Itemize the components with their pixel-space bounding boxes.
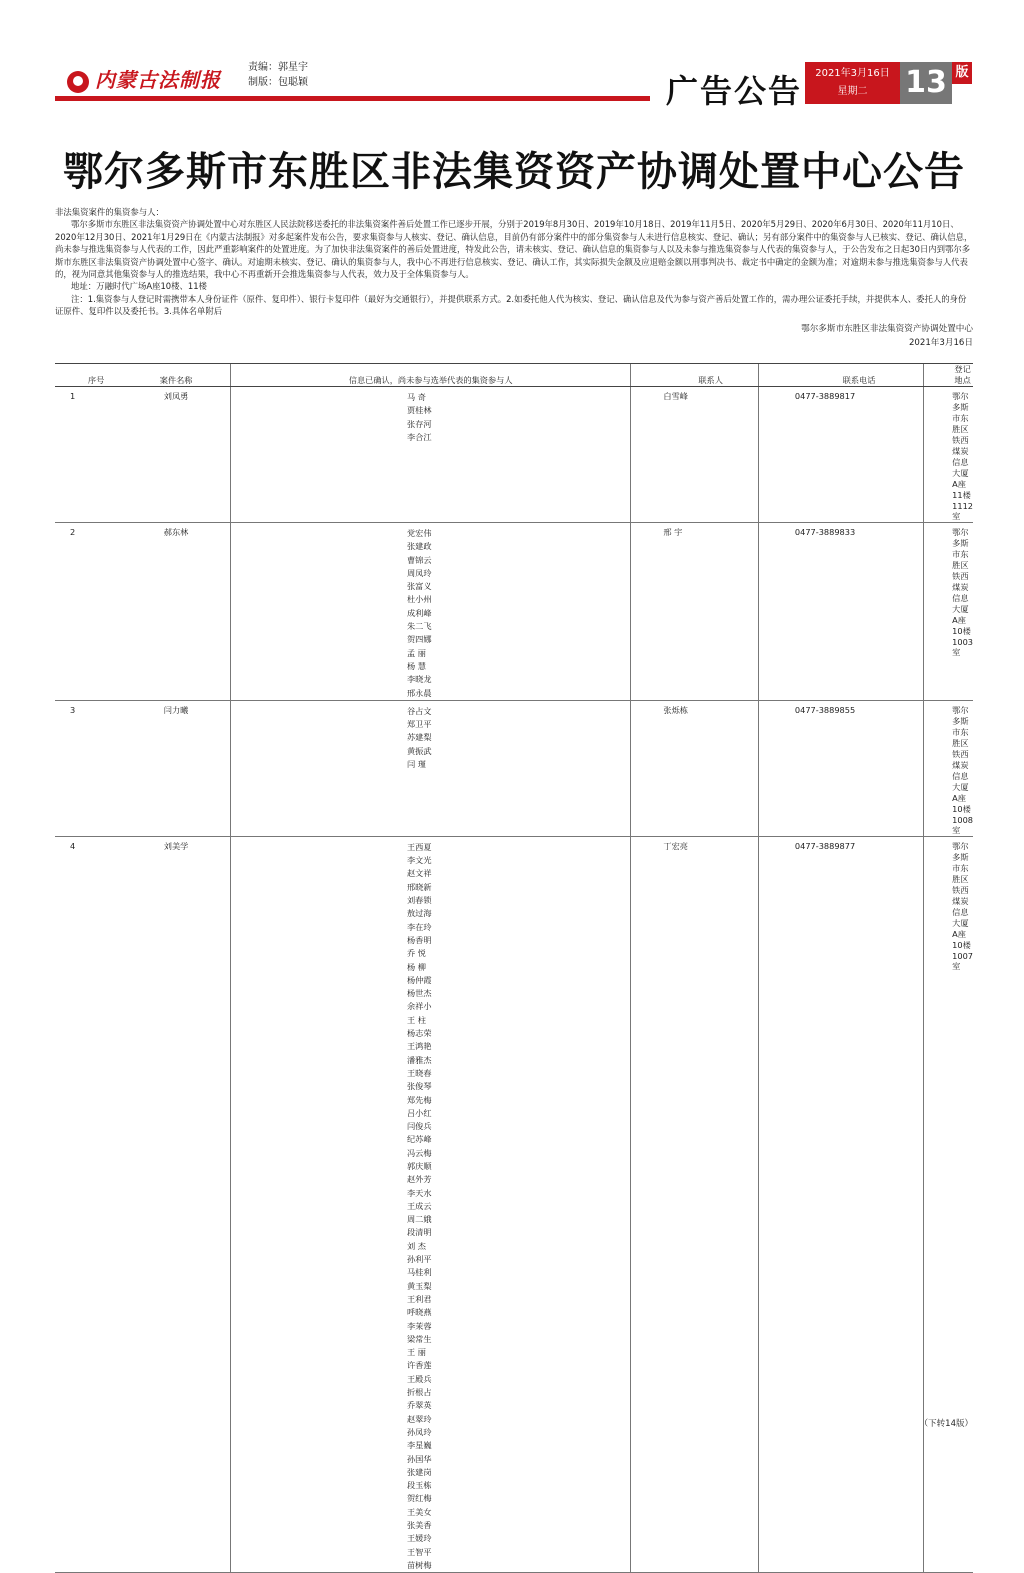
table-row — [55, 523, 973, 701]
cell-people — [230, 836, 630, 1572]
participant-name: 潘雅杰 — [406, 1054, 432, 1065]
participant-name: 贾桂林 — [406, 405, 432, 416]
cell-no: 3 — [55, 700, 122, 836]
participant-name: 张建政 — [406, 541, 432, 552]
participant-name: 邢永晨 — [406, 687, 432, 698]
participant-name: 李在玲 — [406, 921, 432, 932]
cell-phone: 0477-3889877 — [758, 836, 923, 1572]
participant-name: 曹锦云 — [406, 554, 432, 565]
cell-phone: 0477-3889817 — [758, 387, 923, 523]
participant-name: 王 丽 — [406, 1347, 426, 1358]
participant-name: 李合江 — [406, 431, 432, 442]
participant-name: 段玉栋 — [406, 1480, 432, 1491]
participant-name: 杨志荣 — [406, 1028, 432, 1039]
participant-name: 张富义 — [406, 581, 432, 592]
notice-paragraph: 鄂尔多斯市东胜区非法集资资产协调处置中心对东胜区人民法院移送委托的非法集资案件善后处置工作已逐步开展，分别于2019年8月30日、2019年10月18日、2019年11月5日、2020年5月29日、2020年6月30日、2020年11月10日、2020年12月30日、2021年1月29日在《内蒙古法制报》对多起案件发布公告，要求集资参与人核实、登记、确认信息，目前仍有部分案件中的部分集资参与人未进行信息核实、登记、确认；另有部分案件中的集资参与人已核实、登记、确认信息，尚未参与推选集资参与人代表的工作，因此严重影响案件的处置进度。为了加快非法集资案件的善后处置进度，特发此公告，请未核实、登记、确认信息的集资参与人以及未参与推选集资参与人代表的集资参与人，于公告发布之日起30日内到鄂尔多斯市东胜区非法集资资产协调处置中心签字、确认。对逾期未核实、登记、确认的集资参与人，我中心不再进行信息核实、登记、确认工作，其实际损失金额及应退赔金额以刑事判决书、裁定书中确定的金额为准；对逾期未参与推选集资参与人代表的，视为同意其他集资参与人的推选结果，我中心不再重新开会推选集资参与人代表，效力及于全体集资参与人。 — [55, 219, 973, 280]
cell-contact: 丁宏亮 — [631, 836, 759, 1572]
table-row — [55, 836, 973, 1572]
notice-note: 注：1.集资参与人登记时需携带本人身份证件（原件、复印件）、银行卡复印件（最好为交通银行），并提供联系方式。2.如委托他人代为核实、登记、确认信息及代为参与资产善后处置工作的，需办理公证委托手续，并提供本人、委托人的身份证原件、复印件以及委托书。3.具体名单附后 — [55, 293, 967, 317]
issue-weekday: 星期二 — [837, 86, 868, 97]
logo-text: 内蒙古法制报 — [95, 68, 221, 92]
participant-name: 乔 悦 — [406, 948, 426, 959]
masthead — [55, 58, 973, 110]
participant-name: 杜小州 — [406, 594, 432, 605]
cell-people — [230, 523, 630, 701]
participant-name: 郭庆顺 — [406, 1160, 432, 1171]
date-box — [805, 62, 900, 104]
cell-place: 鄂尔多斯市东胜区铁西煤炭信息大厦A座10楼1008室 — [924, 700, 973, 836]
participant-name: 杨香明 — [406, 934, 432, 945]
participant-name: 王 柱 — [406, 1014, 426, 1025]
participant-name: 李晓龙 — [406, 674, 432, 685]
signature-date: 2021年3月16日 — [908, 338, 973, 348]
participant-name: 郑先梅 — [406, 1094, 432, 1105]
participant-name: 杨仲霞 — [406, 974, 432, 985]
header-phone: 联系电话 — [758, 364, 923, 387]
participant-name: 朱二飞 — [406, 621, 432, 632]
participant-name: 张存河 — [406, 418, 432, 429]
participant-name: 王鸿艳 — [406, 1041, 432, 1052]
cell-phone: 0477-3889855 — [758, 700, 923, 836]
participant-name: 赵外芳 — [406, 1174, 432, 1185]
participant-name: 成利峰 — [406, 607, 432, 618]
participant-name: 黄玉梨 — [406, 1280, 432, 1291]
participant-name: 孙国华 — [406, 1453, 432, 1464]
cell-contact: 张烁栋 — [631, 700, 759, 836]
table-header-row — [55, 364, 973, 387]
participant-name: 段清明 — [406, 1227, 432, 1238]
participant-name: 许香莲 — [406, 1360, 432, 1371]
participant-name: 王成云 — [406, 1200, 432, 1211]
participant-name: 余祥小 — [406, 1001, 432, 1012]
section-title: 广告公告 — [666, 72, 803, 110]
participant-name: 周二娥 — [406, 1214, 432, 1225]
participant-name: 马 奇 — [406, 392, 426, 402]
participant-name: 吕小红 — [406, 1107, 432, 1118]
participant-name: 党宏伟 — [406, 528, 432, 538]
participant-name: 刘春锁 — [406, 895, 432, 906]
table-row — [55, 700, 973, 836]
participant-name: 苏建梨 — [406, 732, 432, 743]
participant-name: 乔翠英 — [406, 1400, 432, 1411]
cell-place: 鄂尔多斯市东胜区铁西煤炭信息大厦A座10楼1003室 — [924, 523, 973, 701]
participant-name: 苗树梅 — [406, 1559, 432, 1570]
notice-address: 地址：万融时代广场A座10楼、11楼 — [71, 281, 207, 292]
participant-name: 黄振武 — [406, 745, 432, 756]
cell-contact: 邢 宇 — [631, 523, 759, 701]
participant-name: 刘 杰 — [406, 1240, 426, 1251]
participant-name: 李文光 — [406, 855, 432, 866]
participant-name: 赵翠玲 — [406, 1413, 432, 1424]
cell-people — [230, 700, 630, 836]
participant-name: 谷占文 — [406, 705, 432, 716]
participant-name: 王殿兵 — [406, 1373, 432, 1384]
notice-salutation: 非法集资案件的集资参与人： — [55, 207, 164, 217]
participant-name: 杨 慧 — [406, 660, 426, 671]
participant-name: 贺四娜 — [406, 634, 432, 645]
cell-case: 闫力曦 — [122, 700, 230, 836]
participant-name: 马桂利 — [406, 1267, 432, 1278]
participant-name: 闫俊兵 — [406, 1121, 432, 1132]
header-contact: 联系人 — [631, 364, 759, 387]
participant-name: 王美女 — [406, 1506, 432, 1517]
participant-name: 孙凤玲 — [406, 1426, 432, 1437]
participant-name: 李天水 — [406, 1187, 432, 1198]
participant-name: 王西夏 — [406, 841, 432, 852]
editor-line: 责编：郭星宇 — [248, 62, 308, 73]
page-title: 鄂尔多斯市东胜区非法集资资产协调处置中心公告 — [63, 148, 965, 195]
participant-name: 赵文祥 — [406, 868, 432, 879]
participant-name: 冯云梅 — [406, 1147, 432, 1158]
page-label: 版 — [952, 62, 972, 84]
participant-name: 敖过海 — [406, 908, 432, 919]
participant-name: 孟 丽 — [406, 647, 426, 658]
cell-people — [230, 387, 630, 523]
cell-case: 刘美学 — [122, 836, 230, 1572]
continuation-note: （下转14版） — [919, 1419, 973, 1429]
participant-name: 郑卫平 — [406, 719, 432, 730]
participant-name: 李茉蓉 — [406, 1320, 432, 1331]
cell-place: 鄂尔多斯市东胜区铁西煤炭信息大厦A座11楼1112室 — [924, 387, 973, 523]
participant-name: 王媛玲 — [406, 1533, 432, 1544]
participant-name: 折根占 — [406, 1387, 432, 1398]
signature-org: 鄂尔多斯市东胜区非法集资资产协调处置中心 — [801, 324, 973, 334]
masthead-red-rule — [55, 96, 650, 101]
participant-name: 梁常生 — [406, 1333, 432, 1344]
cell-case: 刘凤勇 — [122, 387, 230, 523]
newspaper-logo — [67, 64, 221, 93]
participant-name: 杨世杰 — [406, 988, 432, 999]
signature-block — [801, 322, 973, 350]
participant-name: 王利君 — [406, 1293, 432, 1304]
logo-emblem-icon — [67, 71, 89, 93]
participant-name: 纪苏峰 — [406, 1134, 432, 1145]
cell-case: 郝东林 — [122, 523, 230, 701]
table-row — [55, 387, 973, 523]
cell-contact: 白雪峰 — [631, 387, 759, 523]
participant-name: 孙利平 — [406, 1254, 432, 1265]
participant-name: 张建岗 — [406, 1466, 432, 1477]
layout-line: 制版：包聪颖 — [248, 77, 308, 88]
participant-name: 邢晓新 — [406, 881, 432, 892]
participant-name: 周凤玲 — [406, 567, 432, 578]
cell-no: 2 — [55, 523, 122, 701]
issue-date: 2021年3月16日 — [815, 68, 890, 79]
page-number: 13 — [900, 62, 952, 104]
participant-name: 李星巍 — [406, 1440, 432, 1451]
header-place: 登记地点 — [924, 364, 973, 387]
participant-name: 闫 瑾 — [406, 759, 426, 770]
participant-name: 张俊琴 — [406, 1081, 432, 1092]
participant-name: 呼晓燕 — [406, 1307, 432, 1318]
editor-credits — [248, 60, 308, 90]
header-people: 信息已确认，尚未参与选举代表的集资参与人 — [230, 364, 630, 387]
participant-name: 贺红梅 — [406, 1493, 432, 1504]
participant-table — [55, 363, 973, 1573]
participant-name: 王智平 — [406, 1546, 432, 1557]
cell-phone: 0477-3889833 — [758, 523, 923, 701]
header-case: 案件名称 — [122, 364, 230, 387]
cell-no: 4 — [55, 836, 122, 1572]
participant-name: 杨 柳 — [406, 961, 426, 972]
notice-body — [55, 206, 973, 318]
participant-name: 王晓春 — [406, 1067, 432, 1078]
cell-place: 鄂尔多斯市东胜区铁西煤炭信息大厦A座10楼1007室 — [924, 836, 973, 1572]
cell-no: 1 — [55, 387, 122, 523]
header-no: 序号 — [55, 364, 122, 387]
participant-name: 张美香 — [406, 1520, 432, 1530]
